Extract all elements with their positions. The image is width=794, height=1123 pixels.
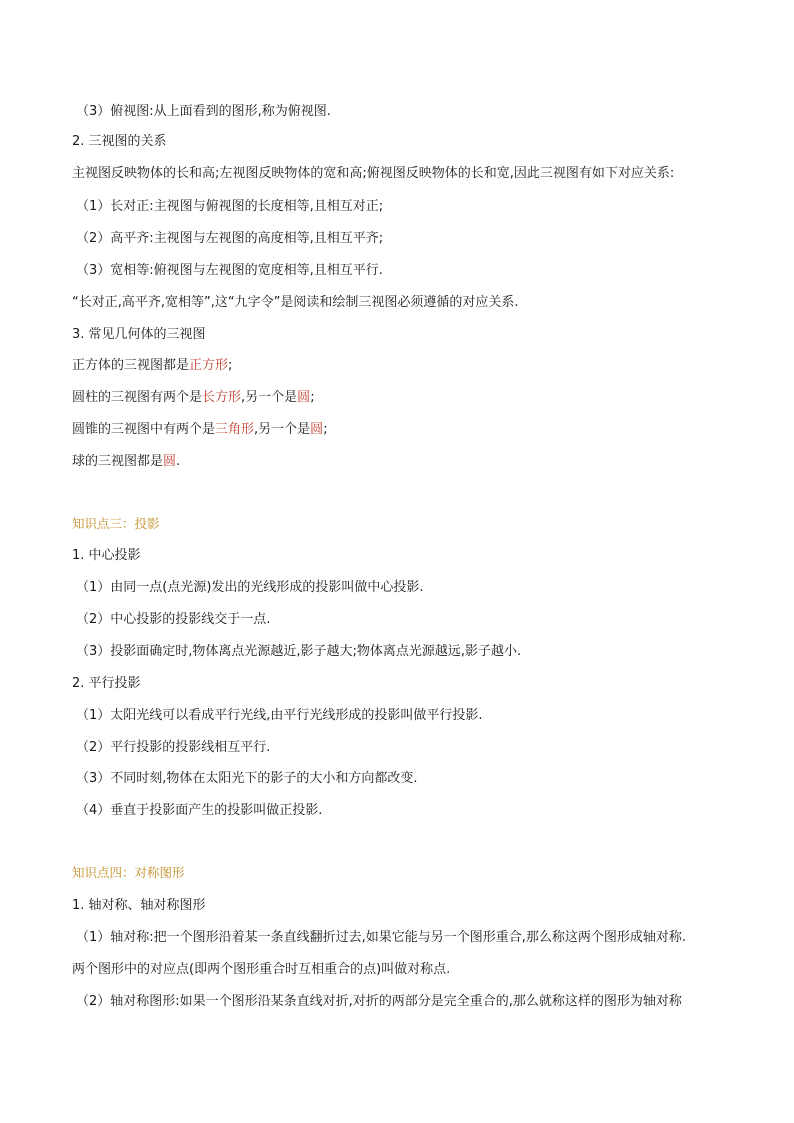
text-line: （1）长对正:主视图与俯视图的长度相等,且相互对正; <box>76 199 384 214</box>
section-heading: 知识点四：对称图形 <box>72 865 185 880</box>
text-span: 正方体的三视图都是 <box>72 358 190 373</box>
text-line: （1）轴对称:把一个图形沿着某一条直线翻折过去,如果它能与另一个图形重合,那么称这两个图形成轴对称. <box>76 930 687 945</box>
subheading: 2. 平行投影 <box>72 676 141 691</box>
text-span: ; <box>323 422 328 437</box>
text-span: ; <box>228 358 233 373</box>
text-span: . <box>176 454 181 469</box>
highlight-term: 圆 <box>310 422 324 437</box>
text-line: （2）中心投影的投影线交于一点. <box>76 612 271 627</box>
subheading: 3. 常见几何体的三视图 <box>72 327 206 342</box>
cube-line <box>72 357 232 375</box>
text-span: ,另一个是 <box>241 390 298 405</box>
highlight-term: 圆 <box>297 390 311 405</box>
text-line: （3）俯视图:从上面看到的图形,称为俯视图. <box>76 104 331 119</box>
section-heading: 知识点三：投影 <box>72 516 160 531</box>
text-line: （1）太阳光线可以看成平行光线,由平行光线形成的投影叫做平行投影. <box>76 708 483 723</box>
text-line: 两个图形中的对应点(即两个图形重合时互相重合的点)叫做对称点. <box>72 962 451 977</box>
text-line: （3）投影面确定时,物体离点光源越近,影子越大;物体离点光源越远,影子越小. <box>76 644 522 659</box>
subheading: 2. 三视图的关系 <box>72 134 167 149</box>
subheading: 1. 轴对称、轴对称图形 <box>72 898 206 913</box>
cone-line <box>72 421 328 439</box>
text-span: 圆锥的三视图中有两个是 <box>72 422 216 437</box>
text-line: （1）由同一点(点光源)发出的光线形成的投影叫做中心投影. <box>76 580 424 595</box>
subheading: 1. 中心投影 <box>72 548 141 563</box>
text-line: （2）平行投影的投影线相互平行. <box>76 740 271 755</box>
highlight-term: 圆 <box>163 454 177 469</box>
text-span: ,另一个是 <box>254 422 311 437</box>
text-line: （2）高平齐:主视图与左视图的高度相等,且相互平齐; <box>76 231 384 246</box>
text-line: （2）轴对称图形:如果一个图形沿某条直线对折,对折的两部分是完全重合的,那么就称这样的图形为轴对称 <box>76 994 682 1009</box>
sphere-line <box>72 453 180 471</box>
text-line: （3）不同时刻,物体在太阳光下的影子的大小和方向都改变. <box>76 771 418 786</box>
text-span: 圆柱的三视图有两个是 <box>72 390 203 405</box>
highlight-term: 长方形 <box>202 390 242 405</box>
text-line: （3）宽相等:俯视图与左视图的宽度相等,且相互平行. <box>76 263 383 278</box>
text-line: （4）垂直于投影面产生的投影叫做正投影. <box>76 803 323 818</box>
text-line: “长对正,高平齐,宽相等”,这“九字令”是阅读和绘制三视图必须遵循的对应关系. <box>72 295 519 310</box>
highlight-term: 正方形 <box>189 358 229 373</box>
highlight-term: 三角形 <box>215 422 255 437</box>
text-span: 球的三视图都是 <box>72 454 164 469</box>
cylinder-line <box>72 389 315 407</box>
text-line: 主视图反映物体的长和高;左视图反映物体的宽和高;俯视图反映物体的长和宽,因此三视图有如下对应关系: <box>72 166 675 181</box>
text-span: ; <box>310 390 315 405</box>
